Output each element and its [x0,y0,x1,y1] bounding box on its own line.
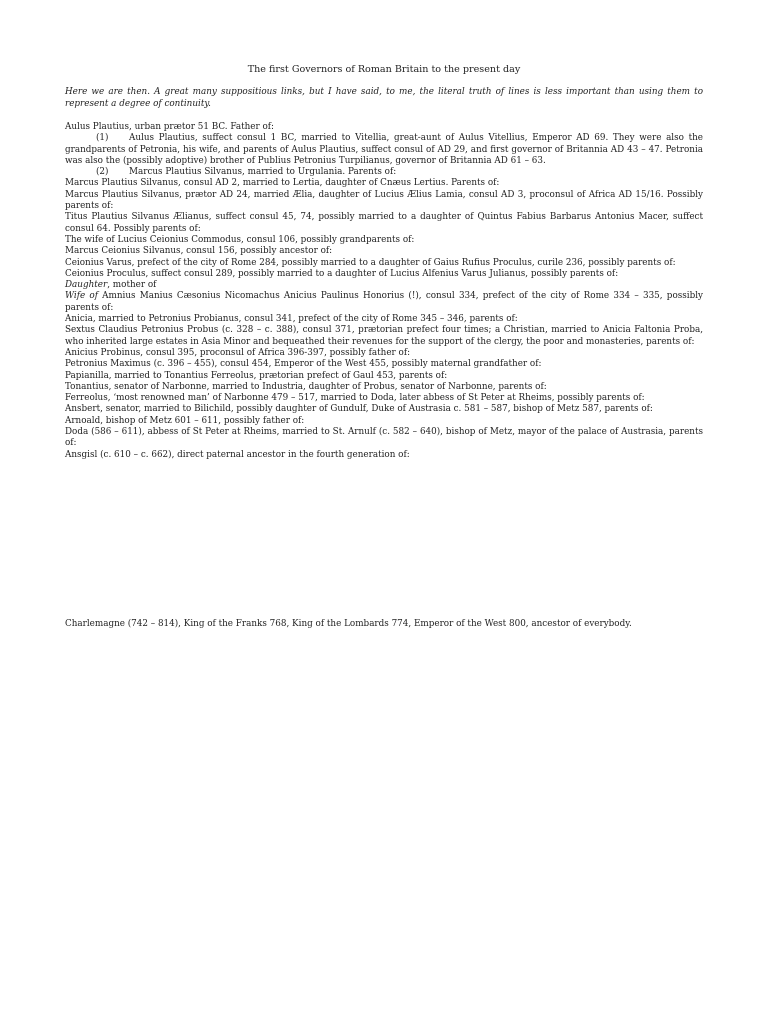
lineage-entry [65,178,703,189]
lineage-entry [65,325,703,348]
entry-text: Marcus Plautius Silvanus, married to Urgulania. Parents of: [129,167,397,178]
entry-text: The wife of Lucius Ceionius Commodus, consul 106, possibly grandparents of: [65,234,415,245]
final-entry: Charlemagne (742 – 814), King of the Franks 768, King of the Lombards 774, Emperor of the West 800, ancestor of everybody. [65,618,632,629]
lineage-entry [65,212,703,235]
entry-lead: Daughter [65,280,108,291]
lineage-entry [65,133,703,167]
lineage-entry [65,314,703,325]
lineage-entry [65,291,703,314]
entry-text: Anicius Probinus, consul 395, proconsul of Africa 396-397, possibly father of: [65,347,411,358]
entry-text: Ferreolus, ‘most renowned man’ of Narbonne 479 – 517, married to Doda, later abbess of St Peter at Rheims, possibly parents of: [65,393,645,404]
entry-text: Ceionius Varus, prefect of the city of Rome 284, possibly married to a daughter of Gaius Rufius Proculus, curile 236, possibly parents of: [65,257,676,268]
lineage-entry [65,450,703,461]
entry-number: (2) [96,167,109,178]
lineage-entry [65,235,703,246]
entry-text: Ansbert, senator, married to Bilichild, possibly daughter of Gundulf, Duke of Austrasia c. 581 – 587, bishop of Metz 587, parents of: [65,404,653,415]
entry-text: Marcus Plautius Silvanus, consul AD 2, married to Lertia, daughter of Cnæus Lertius. Parents of: [65,178,500,189]
entry-text: Tonantius, senator of Narbonne, married to Industria, daughter of Probus, senator of Narbonne, parents of: [65,381,547,392]
lineage-entry [65,404,703,415]
entry-text: Arnoald, bishop of Metz 601 – 611, possibly father of: [65,415,305,426]
lineage-entry [65,359,703,370]
entry-text: Petronius Maximus (c. 396 – 455), consul 454, Emperor of the West 455, possibly maternal grandfather of: [65,359,542,370]
lineage-entry [65,167,703,178]
entry-number: (1) [96,133,109,144]
lineage-entry [65,258,703,269]
page-title: The first Governors of Roman Britain to the present day [247,64,521,75]
lineage-entry [65,393,703,404]
entry-text: Aulus Plautius, urban prætor 51 BC. Father of: [65,122,275,132]
lineage-entry [65,427,703,450]
lineage-entry [65,348,703,359]
lineage-entry [65,246,703,257]
entry-text: Doda (586 – 611), abbess of St Peter at Rheims, married to St. Arnulf (c. 582 – 640), bishop of Metz, mayor of the palace of Austrasia, parents of: [65,427,703,449]
lineage-entry [65,280,703,291]
entry-text: Sextus Claudius Petronius Probus (c. 328 – c. 388), consul 371, prætorian prefect four times; a Christian, married to Anicia Faltonia Proba, who inherited large estates in Asia Minor and bequeathed their revenues for the support of the clergy, the poor and monasteries, parents of: [65,325,703,347]
entry-text: Marcus Plautius Silvanus, prætor AD 24, married Ælia, daughter of Lucius Ælius Lamia, consul AD 3, proconsul of Africa AD 15/16. Possibly parents of: [65,189,703,212]
entry-text: Aulus Plautius, suffect consul 1 BC, married to Vitellia, great-aunt of Aulus Vitellius, Emperor AD 69. They were also the grandparents of Petronia, his wife, and parents of Aulus Plautius, suffect consul of AD 29, and first governor of Britannia AD 43 – 47. Petronia was also the (possibly adoptive) brother of Publius Petronius Turpilianus, governor of Britannia AD 61 – 63. [65,133,703,166]
lineage-list [65,122,703,461]
lineage-entry [65,371,703,382]
intro-paragraph: Here we are then. A great many suppositious links, but I have said, to me, the literal truth of lines is less important than using them to represent a degree of continuity. [65,87,703,109]
entry-text: Marcus Ceionius Silvanus, consul 156, possibly ancestor of: [65,246,333,257]
entry-text: Titus Plautius Silvanus Ælianus, suffect consul 45, 74, possibly married to a daughter of Quintus Fabius Barbarus Antonius Macer, suffect consul 64. Possibly parents of: [65,212,703,234]
lineage-entry [65,382,703,393]
lineage-entry [65,190,703,213]
entry-text: , mother of [107,280,157,291]
lineage-entry [65,122,703,133]
lineage-entry [65,269,703,280]
entry-text: Ansgisl (c. 610 – c. 662), direct paternal ancestor in the fourth generation of: [65,449,410,460]
entry-lead: Wife of [65,291,98,302]
entry-text: Anicia, married to Petronius Probianus, consul 341, prefect of the city of Rome 345 – 346, parents of: [65,314,518,325]
entry-text: Amnius Manius Cæsonius Nicomachus Anicius Paulinus Honorius (!), consul 334, prefect of the city of Rome 334 – 335, possibly parents of: [65,291,703,313]
lineage-entry [65,416,703,427]
entry-text: Papianilla, married to Tonantius Ferreolus, prætorian prefect of Gaul 453, parents of: [65,370,448,381]
document-page [65,64,703,461]
entry-text: Ceionius Proculus, suffect consul 289, possibly married to a daughter of Lucius Alfenius Varus Julianus, possibly parents of: [65,268,619,279]
